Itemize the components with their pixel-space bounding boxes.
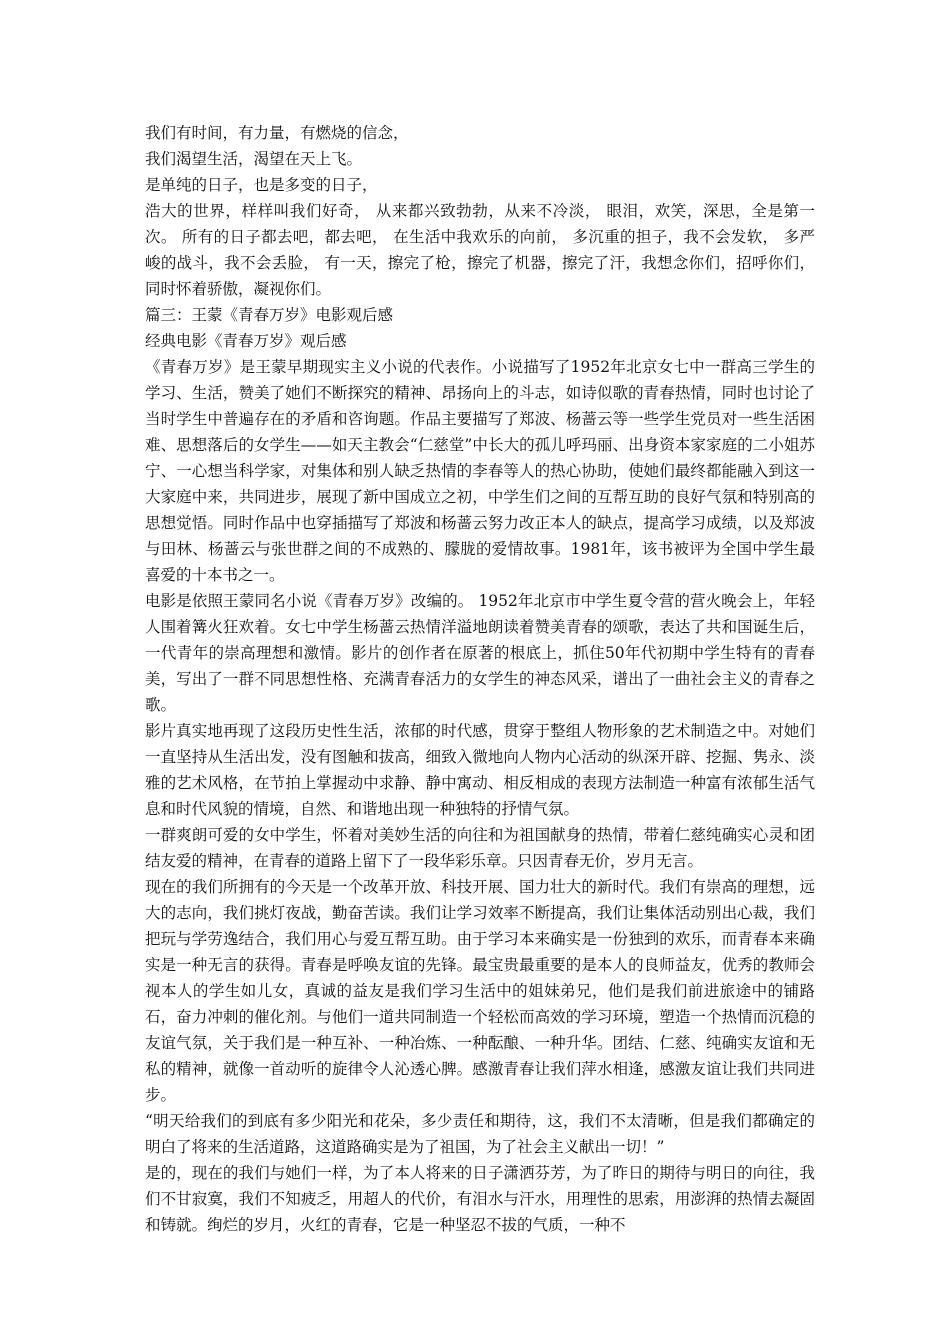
document-body (145, 120, 815, 1238)
poem-line-2: 我们渴望生活，渴望在天上飞。 (145, 150, 363, 168)
paragraph-students: 一群爽朗可爱的女中学生，怀着对美妙生活的向往和为祖国献身的热情，带着仁慈纯确实心灵和团结友爱的精神，在青春的道路上留下了一段华彩乐章。只因青春无价，岁月无言。 (145, 826, 815, 870)
poem-stanza: 浩大的世界，样样叫我们好奇， 从来都兴致勃勃，从来不冷淡， 眼泪，欢笑，深思，全是第一次。 所有的日子都去吧，都去吧， 在生活中我欢乐的向前， 多沉重的担子，我不会发软， 多严峻的战斗，我不会丢脸， 有一天，擦完了枪，擦完了机器，擦完了汗，我想念你们，招呼你们， 同时怀着骄傲，凝视你们。 (145, 202, 815, 298)
paragraph-quote: “明天给我们的到底有多少阳光和花朵，多少责任和期待，这，我们不太清晰，但是我们都确定的明白了将来的生活道路，这道路确实是为了祖国，为了社会主义献出一切！” (145, 1112, 815, 1156)
paragraph-present-day: 现在的我们所拥有的今天是一个改革开放、科技开展、国力壮大的新时代。我们有崇高的理想，远大的志向，我们挑灯夜战，勤奋苦读。我们让学习效率不断提高，我们让集体活动别出心裁，我们把玩与学劳逸结合，我们用心与爱互帮互助。由于学习本来确实是一份独到的欢乐，而青春本来确实是一种无言的获得。青春是呼唤友谊的先锋。最宝贵最重要的是本人的良师益友，优秀的教师会视本人的学生如儿女，真诚的益友是我们学习生活中的姐妹弟兄，他们是我们前进旅途中的铺路石，奋力冲刺的催化剂。与他们一道共同制造一个轻松而高效的学习环境，塑造一个热情而沉稳的友谊气氛，关于我们是一种互补、一种冶炼、一种酝酿、一种升华。团结、仁慈、纯确实友谊和无私的精神，就像一首动听的旋律令人沁透心脾。感激青春让我们萍水相逢，感激友谊让我们共同进步。 (145, 878, 815, 1104)
poem-line-3: 是单纯的日子，也是多变的日子， (145, 176, 378, 194)
section-heading: 篇三：王蒙《青春万岁》电影观后感 (145, 306, 394, 324)
paragraph-film-intro: 电影是依照王蒙同名小说《青春万岁》改编的。 1952年北京市中学生夏令营的营火晚会上，年轻人围着篝火狂欢着。女七中学生杨蔷云热情洋溢地朗读着赞美青春的颂歌，表达了共和国诞生后，一代青年的崇高理想和激情。影片的创作者在原著的根底上，抓住50年代初期中学生特有的青春美，写出了一群不同思想性格、充满青春活力的女学生的神态风采，谱出了一曲社会主义的青春之歌。 (145, 592, 815, 714)
paragraph-film-style: 影片真实地再现了这段历史性生活，浓郁的时代感，贯穿于整组人物形象的艺术制造之中。对她们一直坚持从生活出发，没有图触和拔高，细致入微地向人物内心活动的纵深开辟、挖掘、隽永、淡雅的艺术风格，在节拍上掌握动中求静、静中寓动、相反相成的表现方法制造一种富有浓郁生活气息和时代风貌的情境，自然、和谐地出现一种独特的抒情气氛。 (145, 722, 815, 818)
article-title: 经典电影《青春万岁》观后感 (145, 332, 347, 350)
paragraph-closing: 是的，现在的我们与她们一样，为了本人将来的日子潇洒芬芳，为了昨日的期待与明日的向往，我们不甘寂寞，我们不知疲乏，用超人的代价，有泪水与汗水，用理性的思索，用澎湃的热情去凝固和铸就。绚烂的岁月，火红的青春，它是一种坚忍不拔的气质，一种不 (145, 1164, 815, 1234)
paragraph-novel-intro: 《青春万岁》是王蒙早期现实主义小说的代表作。小说描写了1952年北京女七中一群高三学生的学习、生活，赞美了她们不断探究的精神、昂扬向上的斗志，如诗似歌的青春热情，同时也讨论了当时学生中普遍存在的矛盾和咨询题。作品主要描写了郑波、杨蔷云等一些学生党员对一些生活困难、思想落后的女学生——如天主教会“仁慈堂”中长大的孤儿呼玛丽、出身资本家家庭的二小姐苏宁、一心想当科学家，对集体和别人缺乏热情的李春等人的热心协助，使她们最终都能融入到这一大家庭中来，共同进步，展现了新中国成立之初，中学生们之间的互帮互助的良好气氛和特别高的思想觉悟。同时作品中也穿插描写了郑波和杨蔷云努力改正本人的缺点，提高学习成绩，以及郑波与田林、杨蔷云与张世群之间的不成熟的、朦胧的爱情故事。1981年，该书被评为全国中学生最喜爱的十本书之一。 (145, 358, 815, 584)
poem-line-1: 我们有时间，有力量，有燃烧的信念， (145, 124, 409, 142)
